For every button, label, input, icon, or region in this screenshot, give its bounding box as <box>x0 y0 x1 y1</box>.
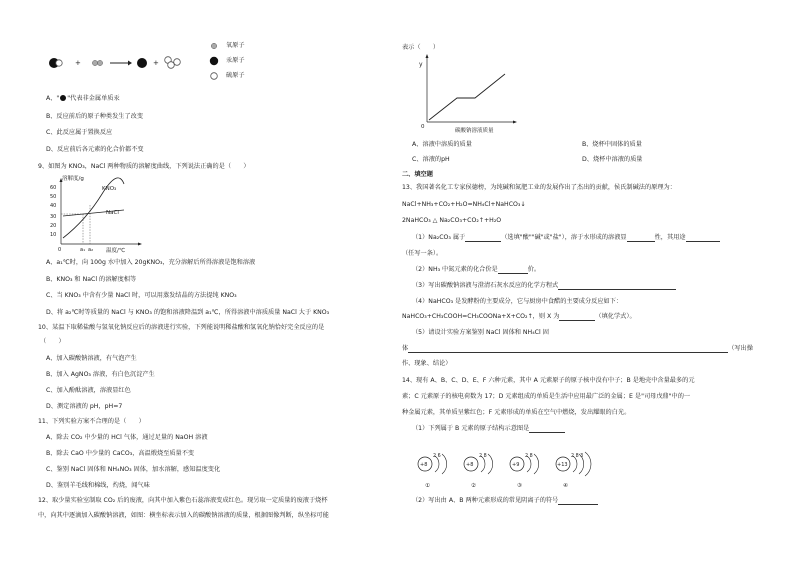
reaction-diagram <box>46 52 196 74</box>
q13-equation-2: 2NaHCO₃ △ Na₂CO₃+CO₂↑+H₂O <box>402 217 502 224</box>
atom-diagram-3 <box>510 453 539 489</box>
q8-option-c: C、此反应属于置换反应 <box>46 129 113 136</box>
q9-option-c: C、当 KNO₃ 中含有少量 NaCl 时，可以用蒸发结晶的方法提纯 KNO₃ <box>46 292 237 299</box>
atom-diagram-2 <box>464 453 493 489</box>
q12-option-b: B、烧杯中固体的质量 <box>582 141 642 148</box>
graph-xlabel: 温度/℃ <box>106 248 126 254</box>
svg-text:+8: +8 <box>466 462 474 468</box>
xtick: a₁ <box>80 247 86 253</box>
q14-part-2: （2）写出由 A、B 两种元素形成的常见阴离子的符号 <box>412 497 598 505</box>
q8-option-a: A、" "代表非金属单质汞 <box>46 95 120 102</box>
q11-option-a: A、除去 CO₂ 中少量的 HCl 气体，通过足量的 NaOH 溶液 <box>46 434 208 441</box>
answer-blank[interactable] <box>559 314 595 321</box>
s-atom <box>174 59 181 66</box>
s-atom <box>92 60 97 65</box>
svg-text:+: + <box>75 59 81 67</box>
answer-blank[interactable] <box>686 235 720 242</box>
q10-option-c: C、加入酚酞溶液，溶液显红色 <box>46 387 131 394</box>
q12-graph-line <box>429 74 505 120</box>
s-atom <box>97 60 102 65</box>
section-title: 二、填空题 <box>402 171 433 178</box>
q11-option-c: C、鉴别 NaCl 固体和 NH₄NO₃ 固体，加水溶解，感知温度变化 <box>46 466 221 473</box>
solubility-graph <box>44 172 154 254</box>
legend-label-oxygen: 氧原子 <box>226 42 245 49</box>
answer-blank[interactable] <box>408 346 728 353</box>
xtick: 0 <box>58 247 62 253</box>
q13-part-5: （5）请设计实验方案鉴别 NaCl 固体和 NH₄Cl 固 <box>412 329 549 336</box>
legend-symbols <box>207 40 221 84</box>
xtick: a₂ <box>88 247 94 253</box>
q14-line-2: 素；C 元素原子的核电荷数为 17；D 元素组成的单质是生活中应用最广泛的金属；E 是"司母戊鼎"中的一 <box>402 393 691 400</box>
ytick: 20 <box>50 223 57 229</box>
svg-text:+9: +9 <box>512 462 520 468</box>
q9-option-b: B、KNO₃ 和 NaCl 的溶解度相等 <box>46 276 137 283</box>
q12-option-d: D、烧杯中溶液的质量 <box>582 156 643 163</box>
q13-part-1: （1）Na₂CO₃ 属于 （选填"酸""碱"或"盐"），溶于水形成的溶液显 性，其用途 <box>412 234 720 242</box>
q12-option-c: C、溶液的pH <box>412 156 450 163</box>
kno3-label: KNO₃ <box>102 186 117 192</box>
graph-ylabel: 溶解度/g <box>62 176 84 182</box>
q12-line-1: 12、取少量实验室制取 CO₂ 后的废液，向其中加入紫色石蕊溶液变成红色。现另取一定质量的废液于烧杯 <box>38 497 328 504</box>
q10-option-a: A、加入碳酸钠溶液，有气泡产生 <box>46 355 137 362</box>
q12-line-2: 中，向其中逐滴加入碳酸钠溶液，如图：横坐标表示加入的碳酸钠溶液的质量，根据图像判断，纵坐标可能 <box>38 512 329 519</box>
q13-part-5-line: 体 （写出操 <box>402 345 753 352</box>
answer-blank[interactable] <box>558 498 598 505</box>
q13-part-4: （4）NaHCO₃ 是发酵粉的主要成分，它与厨房中食醋的主要成分反应如下： <box>412 298 623 305</box>
q11-option-d: D、鉴别羊毛线和棉线，灼烧，闻气味 <box>46 482 150 489</box>
q10-option-b: B、加入 AgNO₃ 溶液，有白色沉淀产生 <box>46 371 155 378</box>
q13-line-1: 13、我国著名化工专家侯德榜，为纯碱和氮肥工业的发展作出了杰出的贡献，侯氏制碱法的原理为： <box>402 184 676 191</box>
ytick: 50 <box>50 194 57 200</box>
ytick: 30 <box>50 214 57 220</box>
q12-graph-xlabel: 碳酸钠溶液质量 <box>455 128 494 134</box>
q8-option-b: B、反应前后的原子种类发生了改变 <box>46 113 144 120</box>
q9-option-a: A、a₁℃时，向 100g 水中加入 20gKNO₃，充分溶解后所得溶液是饱和溶液 <box>46 259 256 266</box>
q12-graph-ylabel: y <box>419 61 423 68</box>
atom-diagram-4 <box>556 452 591 489</box>
q12-continuation: 表示（ ） <box>402 44 440 51</box>
ytick: 10 <box>50 232 57 238</box>
svg-text:④: ④ <box>563 483 568 489</box>
q13-part-4-eq: NaHCO₃+CH₃COOH=CH₃COONa+X+CO₂↑，则 X 为 （填化学式）。 <box>402 313 636 320</box>
q13-part-2: （2）NH₃ 中氮元素的化合价是 价。 <box>412 266 541 273</box>
q8-option-d: D、反应前后各元素的化合价都不变 <box>46 146 144 153</box>
answer-blank[interactable] <box>498 267 528 274</box>
q10-option-d: D、测定溶液的 pH，pH=7 <box>46 403 123 410</box>
mercury-atom-icon <box>60 95 66 101</box>
q14-part-1: （1）下列属于 B 元素的原子结构示意图是 <box>412 425 565 433</box>
svg-text:2 8 3: 2 8 3 <box>571 454 584 459</box>
answer-blank[interactable] <box>465 235 501 242</box>
svg-text:2 8: 2 8 <box>525 454 533 459</box>
answer-blank[interactable] <box>558 283 676 290</box>
svg-text:③: ③ <box>517 483 522 489</box>
atom-diagram-1 <box>418 453 447 489</box>
q13-part-3: （3）写出碳酸钠溶液与澄清石灰水反应的化学方程式 <box>412 282 676 290</box>
q12-graph <box>417 52 527 136</box>
q13-part-5-end: 作、现象、结论） <box>402 360 452 367</box>
legend-label-mercury: 汞原子 <box>226 57 245 64</box>
q13-equation-1: NaCl+NH₃+CO₂+H₂O=NH₄Cl+NaHCO₃↓ <box>402 201 526 208</box>
q13-part-1-end: （任写一条）。 <box>402 250 443 257</box>
svg-text:+13: +13 <box>557 462 568 468</box>
svg-text:①: ① <box>425 483 430 489</box>
legend-label-sulfur: 硫原子 <box>226 72 245 79</box>
ytick: 60 <box>50 185 57 191</box>
q14-line-1: 14、现有 A、B、C、D、E、F 六种元素，其中 A 元素原子的原子核中没有中子；B 是地壳中含量最多的元 <box>402 377 695 384</box>
q10-paren: （ ） <box>40 338 65 345</box>
svg-text:②: ② <box>471 483 476 489</box>
q9-stem: 9、如图为 KNO₃，NaCl 两种物质的溶解度曲线，下列说法正确的是（ ） <box>38 163 250 170</box>
svg-text:+: + <box>153 59 159 67</box>
svg-text:2 6: 2 6 <box>433 454 441 459</box>
atom-structure-diagrams <box>411 444 601 492</box>
svg-text:2 8: 2 8 <box>479 454 487 459</box>
q11-stem: 11、下列实验方案不合理的是（ ） <box>38 418 145 425</box>
q11-option-b: B、除去 CaO 中少量的 CaCO₃，高温煅烧至质量不变 <box>46 450 195 457</box>
q9-option-d: D、将 a₂℃时等质量的 NaCl 与 KNO₃ 的饱和溶液降温到 a₁℃，所得溶液中溶质质量 NaCl 大于 KNO₃ <box>46 309 330 316</box>
svg-text:+8: +8 <box>420 462 428 468</box>
q14-line-3: 种金属元素，其单质呈紫红色；F 元素形成的单质在空气中燃烧，发出耀眼的白光。 <box>402 409 631 416</box>
hg-atom <box>137 58 147 68</box>
answer-blank[interactable] <box>627 235 655 242</box>
q12-graph-origin: 0 <box>421 124 425 130</box>
o-atom <box>168 62 175 69</box>
ytick: 40 <box>50 203 57 209</box>
answer-blank[interactable] <box>529 426 565 433</box>
q12-option-a: A、溶液中溶质的质量 <box>412 141 472 148</box>
q10-stem: 10、某温下取稀盐酸与氢氧化钠反应后的溶液进行实验，下列能说明稀盐酸和氢氧化钠恰好完全反应的是 <box>38 324 325 331</box>
o-atom <box>56 60 62 66</box>
nacl-label: NaCl <box>106 210 119 216</box>
